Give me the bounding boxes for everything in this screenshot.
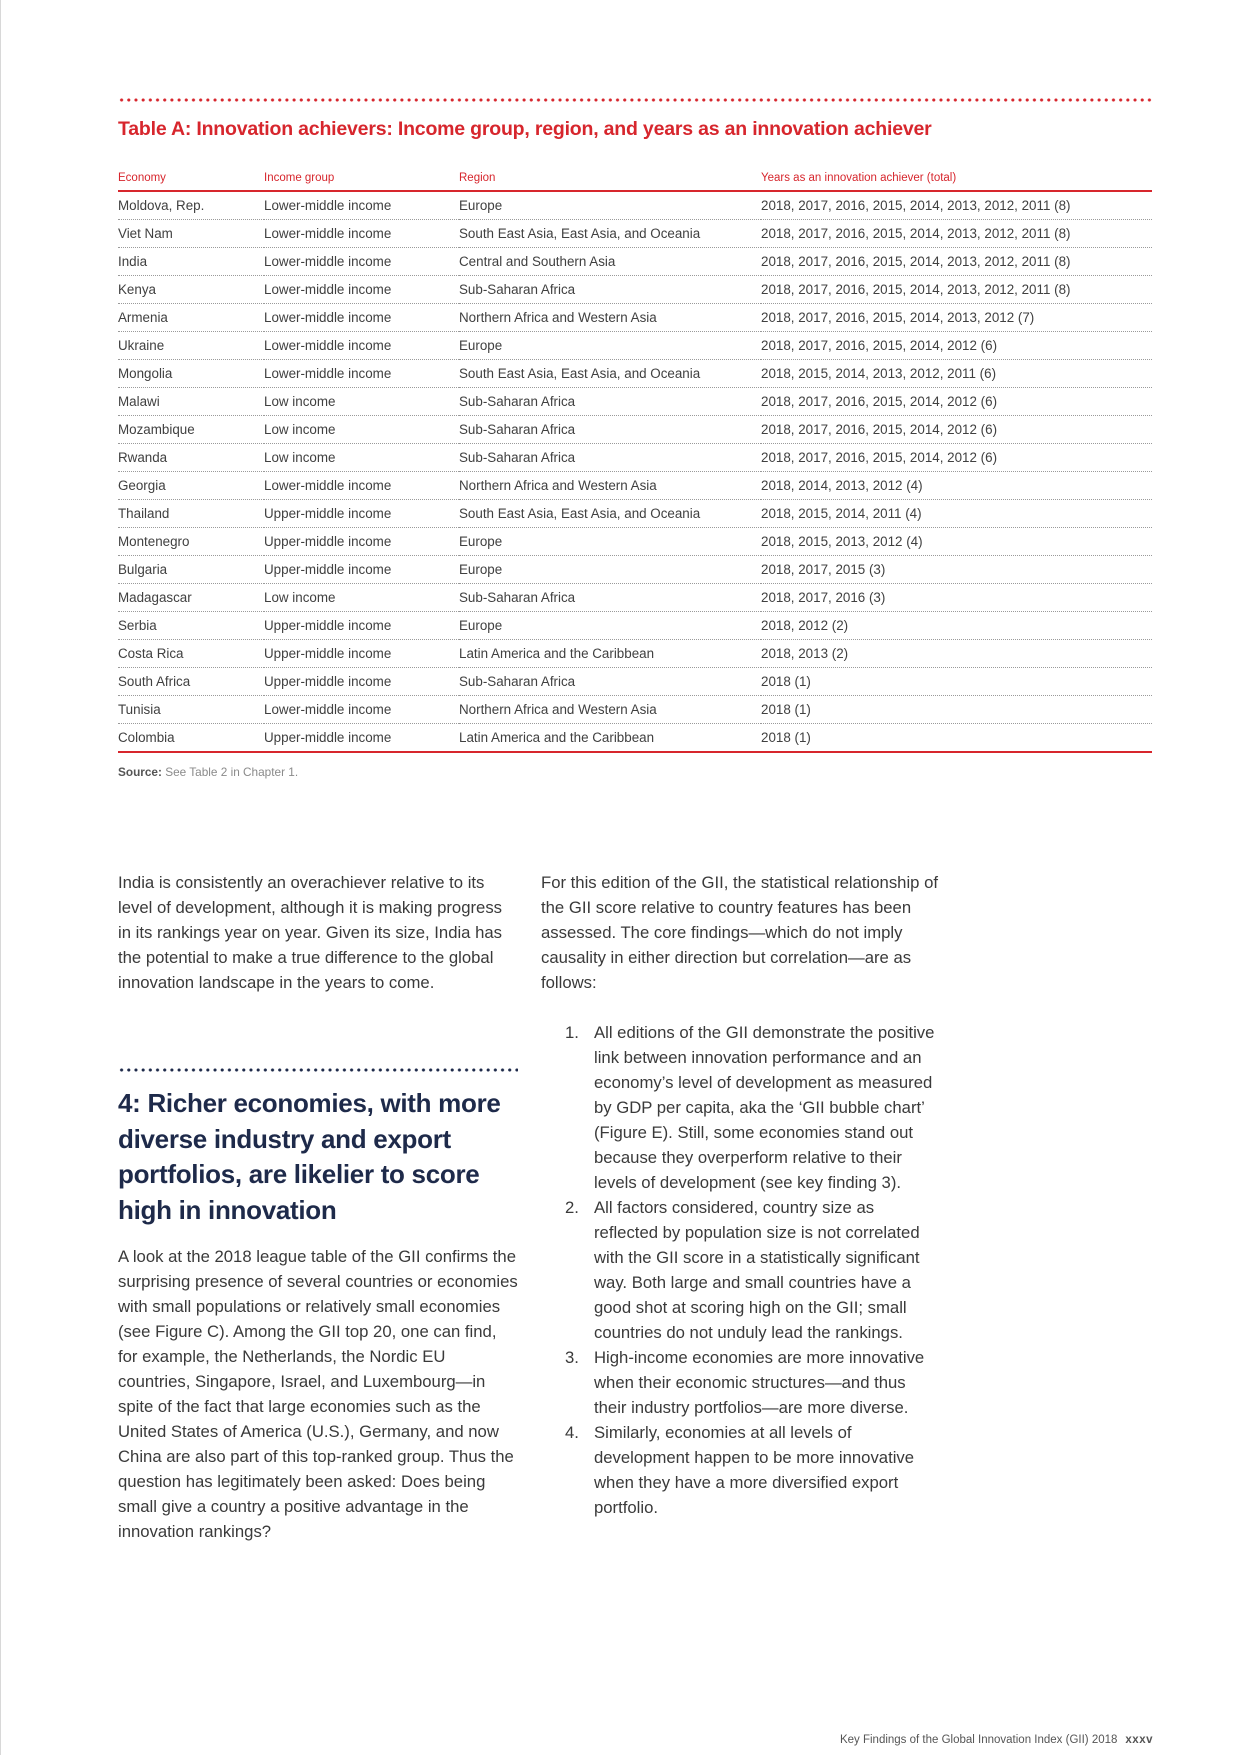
cell-economy: Montenegro	[118, 528, 264, 556]
table-row	[118, 500, 1152, 528]
cell-economy: Thailand	[118, 500, 264, 528]
cell-income-group: Upper-middle income	[264, 668, 459, 696]
cell-economy: Georgia	[118, 472, 264, 500]
cell-economy: India	[118, 248, 264, 276]
cell-region: Europe	[459, 191, 761, 220]
table-row	[118, 248, 1152, 276]
footer-title: Key Findings of the Global Innovation Index (GII) 2018	[839, 1734, 1118, 1746]
findings-list	[541, 1020, 941, 1520]
table-row	[118, 276, 1152, 304]
cell-economy: Serbia	[118, 612, 264, 640]
cell-economy: South Africa	[118, 668, 264, 696]
table-body	[118, 191, 1152, 752]
list-number: 3.	[565, 1348, 579, 1367]
cell-region: Latin America and the Caribbean	[459, 640, 761, 668]
cell-years: 2018, 2017, 2016, 2015, 2014, 2013, 2012, 2011 (8)	[761, 248, 1152, 276]
cell-years: 2018, 2017, 2016, 2015, 2014, 2012 (6)	[761, 416, 1152, 444]
cell-years: 2018, 2017, 2016, 2015, 2014, 2012 (6)	[761, 388, 1152, 416]
cell-years: 2018, 2017, 2016, 2015, 2014, 2012 (6)	[761, 444, 1152, 472]
cell-income-group: Low income	[264, 444, 459, 472]
cell-region: Latin America and the Caribbean	[459, 724, 761, 753]
table-row	[118, 191, 1152, 220]
cell-years: 2018, 2017, 2016 (3)	[761, 584, 1152, 612]
cell-economy: Armenia	[118, 304, 264, 332]
header-income-group: Income group	[264, 168, 459, 191]
table-row	[118, 360, 1152, 388]
cell-economy: Ukraine	[118, 332, 264, 360]
cell-years: 2018, 2017, 2016, 2015, 2014, 2013, 2012, 2011 (8)	[761, 220, 1152, 248]
list-item	[541, 1195, 941, 1345]
table-row	[118, 472, 1152, 500]
list-text: All factors considered, country size as reflected by population size is not correlated with the GII score in a statistically significant way. Both large and small countries have a good shot at scoring high on the GII; small countries do not unduly lead the rankings.	[594, 1198, 920, 1342]
table-row	[118, 388, 1152, 416]
cell-years: 2018, 2017, 2016, 2015, 2014, 2013, 2012, 2011 (8)	[761, 276, 1152, 304]
page-footer	[840, 1734, 1153, 1746]
list-item	[541, 1420, 941, 1520]
cell-region: Central and Southern Asia	[459, 248, 761, 276]
table-row	[118, 584, 1152, 612]
dotted-divider-top	[118, 98, 1152, 102]
cell-income-group: Lower-middle income	[264, 191, 459, 220]
cell-economy: Mongolia	[118, 360, 264, 388]
cell-income-group: Lower-middle income	[264, 696, 459, 724]
cell-income-group: Lower-middle income	[264, 360, 459, 388]
table-row	[118, 668, 1152, 696]
table-source-note	[118, 765, 298, 779]
list-text: Similarly, economies at all levels of development happen to be more innovative when they have a more diversified export portfolio.	[594, 1423, 915, 1517]
cell-economy: Colombia	[118, 724, 264, 753]
cell-economy: Malawi	[118, 388, 264, 416]
table-row	[118, 444, 1152, 472]
list-item	[541, 1345, 941, 1420]
right-intro-paragraph: For this edition of the GII, the statistical relationship of the GII score relative to country features has been assessed. The core findings—which do not imply causality in either direction but correlation—are as follows:	[541, 873, 938, 992]
innovation-achievers-table	[118, 168, 1152, 753]
header-economy: Economy	[118, 168, 264, 191]
cell-economy: Tunisia	[118, 696, 264, 724]
cell-income-group: Upper-middle income	[264, 724, 459, 753]
cell-region: South East Asia, East Asia, and Oceania	[459, 220, 761, 248]
cell-years: 2018, 2017, 2015 (3)	[761, 556, 1152, 584]
cell-income-group: Lower-middle income	[264, 248, 459, 276]
left-paragraph-league-table: A look at the 2018 league table of the GII confirms the surprising presence of several countries or economies with small populations or relatively small economies (see Figure C). Among the GII top 20, one can find, for example, the Netherlands, the Nordic EU countries, Singapore, Israel, and Luxembourg—in spite of the fact that large economies such as the United States of America (U.S.), Germany, and now China are also part of this top-ranked group. Thus the question has legitimately been asked: Does being small give a country a positive advantage in the innovation rankings?	[118, 1247, 518, 1541]
cell-region: Sub-Saharan Africa	[459, 668, 761, 696]
cell-region: South East Asia, East Asia, and Oceania	[459, 500, 761, 528]
cell-region: Sub-Saharan Africa	[459, 584, 761, 612]
table-header-row	[118, 168, 1152, 191]
header-region: Region	[459, 168, 761, 191]
cell-income-group: Upper-middle income	[264, 612, 459, 640]
table-row	[118, 220, 1152, 248]
cell-region: Sub-Saharan Africa	[459, 276, 761, 304]
table-row	[118, 724, 1152, 753]
cell-income-group: Upper-middle income	[264, 500, 459, 528]
left-paragraph-india: India is consistently an overachiever relative to its level of development, although it is making progress in its rankings year on year. Given its size, India has the potential to make a true difference to the global innovation landscape in the years to come.	[118, 873, 503, 992]
cell-income-group: Low income	[264, 388, 459, 416]
source-label: Source:	[118, 765, 162, 779]
cell-years: 2018, 2017, 2016, 2015, 2014, 2013, 2012, 2011 (8)	[761, 191, 1152, 220]
cell-years: 2018, 2015, 2013, 2012 (4)	[761, 528, 1152, 556]
table-row	[118, 696, 1152, 724]
cell-income-group: Lower-middle income	[264, 276, 459, 304]
source-text: See Table 2 in Chapter 1.	[165, 765, 299, 779]
cell-income-group: Upper-middle income	[264, 528, 459, 556]
table-row	[118, 304, 1152, 332]
cell-income-group: Lower-middle income	[264, 304, 459, 332]
cell-income-group: Lower-middle income	[264, 220, 459, 248]
cell-years: 2018, 2017, 2016, 2015, 2014, 2012 (6)	[761, 332, 1152, 360]
cell-economy: Viet Nam	[118, 220, 264, 248]
cell-economy: Madagascar	[118, 584, 264, 612]
list-item	[541, 1020, 941, 1195]
cell-region: Northern Africa and Western Asia	[459, 472, 761, 500]
cell-income-group: Upper-middle income	[264, 640, 459, 668]
cell-years: 2018 (1)	[761, 696, 1152, 724]
cell-region: Northern Africa and Western Asia	[459, 304, 761, 332]
header-years: Years as an innovation achiever (total)	[761, 168, 1152, 191]
cell-income-group: Low income	[264, 416, 459, 444]
cell-region: South East Asia, East Asia, and Oceania	[459, 360, 761, 388]
cell-region: Europe	[459, 332, 761, 360]
cell-income-group: Lower-middle income	[264, 472, 459, 500]
table-row	[118, 528, 1152, 556]
cell-years: 2018, 2014, 2013, 2012 (4)	[761, 472, 1152, 500]
table-row	[118, 332, 1152, 360]
cell-region: Northern Africa and Western Asia	[459, 696, 761, 724]
cell-region: Europe	[459, 556, 761, 584]
cell-years: 2018, 2012 (2)	[761, 612, 1152, 640]
cell-years: 2018 (1)	[761, 724, 1152, 753]
cell-region: Europe	[459, 528, 761, 556]
cell-years: 2018, 2017, 2016, 2015, 2014, 2013, 2012 (7)	[761, 304, 1152, 332]
cell-economy: Mozambique	[118, 416, 264, 444]
list-number: 1.	[565, 1023, 579, 1042]
cell-economy: Rwanda	[118, 444, 264, 472]
cell-economy: Bulgaria	[118, 556, 264, 584]
cell-years: 2018, 2013 (2)	[761, 640, 1152, 668]
list-text: All editions of the GII demonstrate the positive link between innovation performance and an economy’s level of development as measured by GDP per capita, aka the ‘GII bubble chart’ (Figure E). Still, some economies stand out because they overperform relative to their levels of development (see key finding 3).	[594, 1023, 935, 1192]
list-number: 4.	[565, 1423, 579, 1442]
table-row	[118, 612, 1152, 640]
cell-region: Sub-Saharan Africa	[459, 416, 761, 444]
table-row	[118, 556, 1152, 584]
table-row	[118, 416, 1152, 444]
cell-years: 2018 (1)	[761, 668, 1152, 696]
dotted-divider-section	[118, 1068, 518, 1072]
page-edge	[0, 0, 1, 1755]
cell-economy: Kenya	[118, 276, 264, 304]
cell-income-group: Low income	[264, 584, 459, 612]
list-number: 2.	[565, 1198, 579, 1217]
page-number: xxxv	[1125, 1734, 1153, 1746]
cell-economy: Costa Rica	[118, 640, 264, 668]
cell-years: 2018, 2015, 2014, 2011 (4)	[761, 500, 1152, 528]
table-row	[118, 640, 1152, 668]
section-heading: 4: Richer economies, with more diverse industry and export portfolios, are likelier to score high in innovation	[118, 1088, 501, 1225]
cell-region: Europe	[459, 612, 761, 640]
cell-years: 2018, 2015, 2014, 2013, 2012, 2011 (6)	[761, 360, 1152, 388]
cell-region: Sub-Saharan Africa	[459, 444, 761, 472]
table-title: Table A: Innovation achievers: Income group, region, and years as an innovation achiever	[118, 118, 932, 140]
list-text: High-income economies are more innovative when their economic structures—and thus their industry portfolios—are more diverse.	[594, 1348, 925, 1417]
cell-income-group: Lower-middle income	[264, 332, 459, 360]
cell-economy: Moldova, Rep.	[118, 191, 264, 220]
cell-income-group: Upper-middle income	[264, 556, 459, 584]
cell-region: Sub-Saharan Africa	[459, 388, 761, 416]
